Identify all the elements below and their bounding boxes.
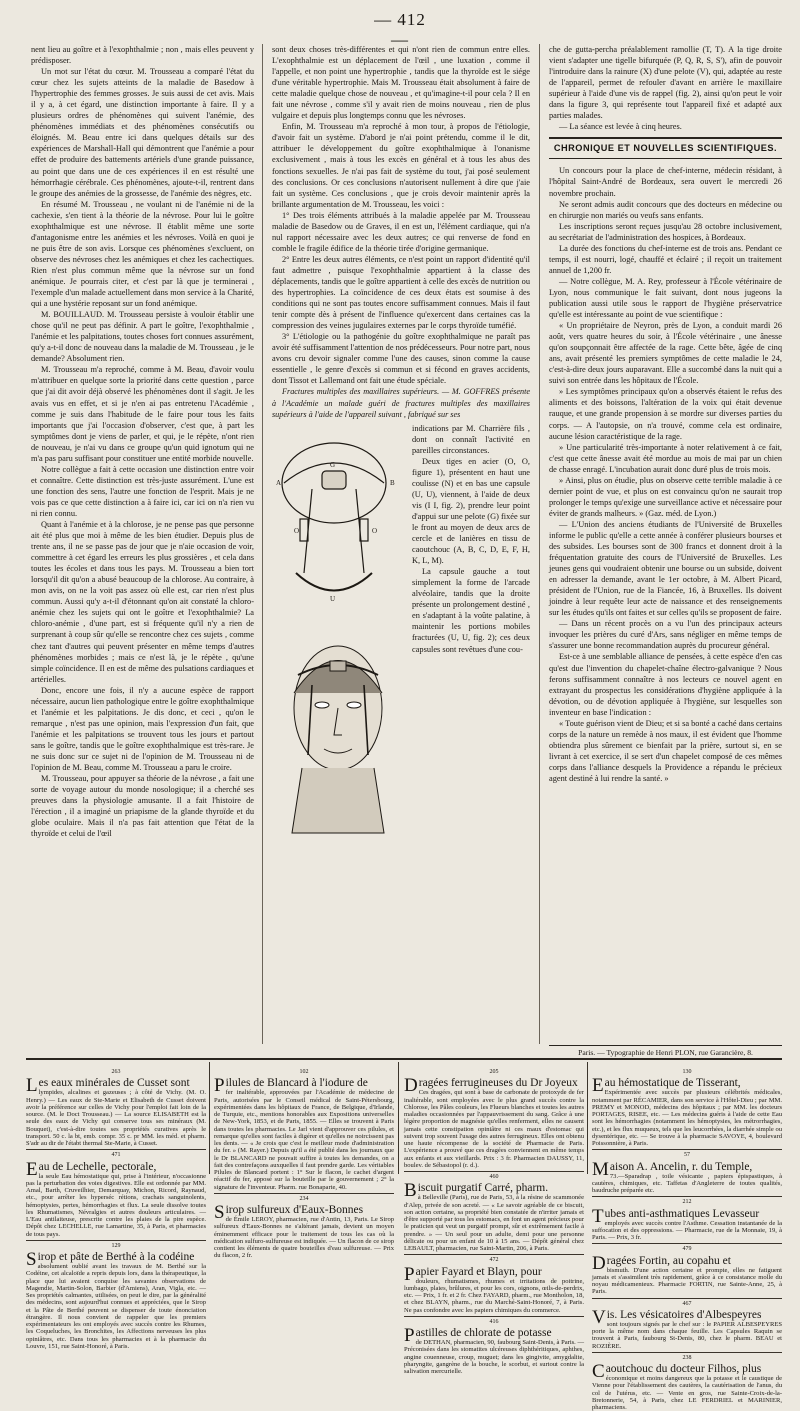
ad-number: 460 xyxy=(489,1174,499,1180)
paragraph: En résumé M. Trousseau , ne voulant ni de l'anémie ni de la cachexie, s'en tient à la théorie de la névrose. Pour lui le goître exophthalmique est une névrose. Il établit même une sorte d'antagonisme entre les anémies et les névroses. Voilà en quoi je ne puis être de son avis. Lorsque ces phénomènes s'excluent, on observe des névroses chez les anémiques et chez les cachectiques. Rien n'est plus commun même que la névrose sur un fond anémique. Je pourrais citer, et c'est par là que je terminerai , l'exemple d'un malade actuellement dans mon service à la Charité, qui a une hystérie reposant sur un fond anémique. xyxy=(31,199,254,309)
ad-title: Tubes anti-asthmatiques Levasseur xyxy=(592,1205,760,1227)
ad-title: Maison A. Ancelin, r. du Temple, xyxy=(592,1158,753,1180)
paragraph: — Dans un récent procès on a vu l'un des principaux acteurs invoquer les prières du curé d'Ars, sans négliger en même temps de s'assurer une bonne recommandation auprès du procureur général. xyxy=(549,619,782,651)
paragraph: » Une particularité très-importante à noter relativement à ce fait, c'est que cette ânesse avait été mordue au mois de mai par un chien de chasse enragé. L'incubation aurait donc duré plus de trois mois. xyxy=(549,442,782,474)
paragraph: nent lieu au goître et à l'exophthalmie ; non , mais elles peuvent y prédisposer. xyxy=(31,45,254,66)
svg-text:O: O xyxy=(294,526,300,535)
ad-body: Expérimentée avec succès par plusieurs célébrités médicales, notamment par RÉCAMIER, dans son service à l'Hôtel-Dieu ; par MM. PREMY et MONOD, médecins des hôpitaux ; par MM. les docteurs PORTAGES, RISEE, etc. — Les médecins guéris à l'aide de cette Eau sont les hémorrhagies (notamment les hémoptysies, les métrorrhagies, etc.), et les flux muqueux, tels que les leucorrhées, la diarrhée simple ou dysentérique, etc. — Se trouve à la pharmacie SAVOYE, 4, boulevard Poissonnière, à Paris. xyxy=(592,1089,782,1147)
section-heading: CHRONIQUE ET NOUVELLES SCIENTIFIQUES. xyxy=(549,137,782,159)
ad-separator xyxy=(592,1243,782,1244)
ad-separator xyxy=(592,1352,782,1353)
ad-column-divider xyxy=(209,1062,210,1174)
figure-block xyxy=(272,423,530,843)
ad-body: 73.—Sparadrap , toile vésicante , papiers épispastiques, à cautères, chimiques, etc. Taffetas d'Angleterre de toutes qualités, baudruche préparée etc. xyxy=(592,1172,782,1194)
paragraph: — La séance est levée à cinq heures. xyxy=(559,122,682,132)
jaw-apparatus-illustration xyxy=(272,423,406,843)
paragraph: — Notre collègue, M. A. Rey, professeur à l'École vétérinaire de Lyon, nous communique le fait suivant, dont nous jugeons la publication aussi utile sous le rapport de l'hygiène préservatrice qu'elle est intéressante au point de vue scientifique : xyxy=(549,276,782,320)
column-right xyxy=(549,44,782,1056)
paragraph: 1° Des trois éléments attribués à la maladie appelée par M. Trousseau maladie de Basedow ou de Graves, il en est un, l'élément cardiaque, qui n'a nul rapport nécessaire avec les deux autres; ce qui renverse de fond en comble le fragile édifice de la théorie tirée d'origine germanique. xyxy=(272,210,530,253)
ad-number: 238 xyxy=(682,1354,692,1361)
paragraph: che de gutta-percha préalablement ramollie (T, T). A la tige droite vient s'adapter une tigelle bifurquée (P, Q, R, S, S'), afin de pouvoir l'introduire dans la rainure (X) d'une pelote (V), qui, adaptée au reste de l'appareil, permet de refouler d'avant en arrière le maxillaire supérieur à l'aide d'une vis de rappel (fig. 2), ainsi qu'on peut le voir dans la figure 3, qui représente tout l'appareil fixé et adapté aux parties malades. xyxy=(549,45,782,121)
svg-text:A: A xyxy=(276,478,282,487)
ad-separator xyxy=(26,1149,206,1150)
ad-body: de DETHAN, pharmacien, 90, faubourg Saint-Denis, à Paris. — Préconisées dans les stomatites ulcéreuses diphthéritiques, aphthes, angine couenneuse, croup, muguet; dans les gingivite, amygdalite, pharyngite, gangrène de la bouche, le scorbut, et surtout contre la salivation mercurielle. xyxy=(404,1339,585,1375)
paragraph: 2° Entre les deux autres éléments, ce n'est point un rapport d'identité qu'il faut admettre , puisque l'exophthalmie appartient à la classe des déplacements, tandis que le goître appartient à celle des excès de nutrition ou des hypertrophies. La coïncidence de ces deux états est soumise à des conditions qui ne sont pas toutes encore suffisamment connues. Mais il faut tenir compte dès à présent de l'influence qu'exercent dans certaines cas la compression des veines jugulaires externes par le corps thyroïde tuméfié. xyxy=(272,254,530,331)
paragraph: Donc, encore une fois, il n'y a aucune espèce de rapport nécessaire, aucun lien pathologique entre le goître exophthalmique et l'anémie et les palpitations. Je dis donc, et ceci , qu'on le remarque , n'est pas une opinion, mais l'expression d'un fait, que l'anémie et les palpitations se trouvent tous les jours et partout sans le goître, tandis que le goître exophthalmique est très-rare. Je ne suis donc sur ce sujet ni de l'opinion de M. Trousseau ni de l'opinion de M. Beau, comme M. Trousseau a paru le croire. xyxy=(31,685,254,773)
ad-separator xyxy=(592,1149,782,1150)
paragraph: Un mot sur l'état du cœur. M. Trousseau a comparé l'état du cœur chez les sujets atteints de la maladie de Basedow à l'hypertrophie des femmes grosses. Je suis aussi de cet avis. Mais il y a, à cet égard, une distinction importante à faire. Il y a plusieurs ordres de phénomènes qui suivent l'anémie, des phénomènes immédiats et des phénomènes consécutifs ou éloignés. M. Beau entre ici dans quelques détails sur des expériences de Marshall-Hall qui démontrent que l'anémie a pour effet de produire des battements artériels d'une grande puissance, au point que dans une de ces expériences il en est résulté une hémorrhagie cérébrale. Ces phénomènes, ajoute-t-il, rentrent dans le groupe des anémies de la grossesse, de l'anémie des nègres, etc. xyxy=(31,67,254,198)
paragraph: Deux tiges en acier (O, O, figure 1), présentent en haut une coulisse (N) et en bas une capsule (U, U), viennent, à l'aide de deux vis (I I, fig. 2), prendre leur point d'appui sur une pelote (G) fixée sur le front au moyen de deux arcs de cercle et de lanières en tissu de caoutchouc (A, B, C, D, E, F, H, K, L, M). xyxy=(412,456,530,566)
paragraph: » Ainsi, plus on étudie, plus on observe cette terrible maladie à ce dernier point de vue, et plus on est convaincu qu'on ne saurait trop prolonger le temps qu'exige une surveillance active et nécessaire pour éviter de grands malheurs. » (Gaz. méd. de Lyon.) xyxy=(549,475,782,518)
column-left xyxy=(31,44,254,1056)
svg-text:G: G xyxy=(330,460,336,469)
paragraph: 3° L'étiologie ou la pathogénie du goître exophthalmique ne paraît pas avoir été suffisamment l'attention de nos prédécesseurs. Pour notre part, nous avons cru devoir signaler comme l'une des causes, sinon comme la cause essentielle , le genre d'excès si commun et si fécond en graves accidents, dont Tissot et Lallemand ont fait une étude spéciale. xyxy=(272,332,530,386)
column-middle xyxy=(272,44,530,1056)
ad-number: 205 xyxy=(489,1069,499,1075)
ad-title: Les eaux minérales de Cusset sont xyxy=(26,1075,190,1097)
svg-text:B: B xyxy=(390,478,395,487)
ad-body: bismuth. D'une action certaine et prompte, elles ne fatiguent jamais et s'assimilent très rapidement, grâce à ce consistance molle du noyau médicamenteux. Pharmacie FORTIN, rue Sainte-Anne, 25, à Paris. xyxy=(592,1266,782,1296)
ad-body: fer inaltérable, approuvées par l'Académie de médecine de Paris, autorisées par le Conseil médical de Saint-Pétersbourg, expérimentées dans les hôpitaux de France, de Belgique, d'Irlande, de Turquie, etc., mentions honorables aux Expositions universelles de New-York, 1853, et de Paris, 1855. — Elles se trouvent à Paris dans toutes les pharmacies. Le Jarl vient d'approuver ces pilules, et remarque qu'elles sont faciles à digérer et qu'elles ne noircissent pas les dents. — « Je crois que c'est le meilleur mode d'administration du fer. » (M. Rayer.) Depuis qu'il a été publié dans les journaux que le Dr BLANCARD ne pouvait suffire à toutes les demandes, on a fait des contrefaçons auxquelles il faut prendre garde. Les véritables Pilules de Blancard portent : 1° Sur le flacon, le cachet d'argent réactif du fer, apposé sur la bouteille par le gouvernement ; 2° la signature de l'inventeur. Pharm. rue Bonaparte, 40. xyxy=(214,1089,394,1191)
ad-body: absolument oublié avant les travaux de M. Berthé sur la Codéine, cet alcaloïde a repris depuis lors, dans la thérapeutique, la place que lui avaient conquise les savantes observations de Magendie, Martin-Solon, Barbier (d'Amiens), Aran, Vigla, etc. — Ses propriétés calmantes, utilisées, on peut le dire, par la généralité des médecins, sont aujourd'hui connues et appréciées, que le Sirop et la Pâte de Berthé peuvent se dispenser de toute énonciation étrangère. Il nous convient de rappeler que les premiers expérimentateurs les ont employés avec succès contre les Rhumes, les Coqueluches, les Bronchites, les Affections nerveuses les plus opiniâtres, etc. Dans tous les pharmacies et à la pharmacie du Louvre, 151, rue Saint-Honoré, à Paris. xyxy=(26,1263,206,1350)
ad-column-3 xyxy=(404,1068,585,1375)
ad-column-1 xyxy=(26,1068,206,1350)
ad-title: Pastilles de chlorate de potasse xyxy=(404,1325,552,1346)
paragraph: Ne seront admis audit concours que des docteurs en médecine ou en chirurgie non mariés ou veufs sans enfants. xyxy=(549,199,782,220)
ad-number: 129 xyxy=(111,1242,121,1249)
ad-separator xyxy=(592,1196,782,1197)
paragraph: » Les symptômes principaux qu'on a observés étaient le refus des aliments et des boissons, l'altération de la voix qui était devenue rauque, et une grande propension à se mordre sur diverses parties du corps. — A l'autopsie, on n'a trouvé, comme cela est ordinaire, aucune lésion caractéristique de la rage. xyxy=(549,387,782,441)
ad-title: Vis. Les vésicatoires d'Albespeyres xyxy=(592,1306,762,1328)
paragraph: « Toute guérison vient de Dieu; et si sa bonté a caché dans certains corps de la nature un remède à nos maux, il est évident que l'homme obtiendra plus sûrement ce bienfait par la prière, surtout si, en se livrant à cet exercice, il se sert d'un chapelet composé de ces mêmes corps dans l'alliance desquels la Providence a répandu le précieux agent destiné à lui rendre la santé. » xyxy=(549,718,782,783)
ad-column-divider xyxy=(398,1062,399,1174)
ad-title: Eau hémostatique de Tisserant, xyxy=(592,1075,741,1097)
ad-title: Biscuit purgatif Carré, pharm. xyxy=(404,1180,549,1202)
ad-body: de Émile LEROY, pharmacien, rue d'Antin, 13, Paris. Le Sirop sulfureux d'Eaux-Bonnes ne s'altérant jamais, devient un moyen éminemment efficace pour le traitement de tous les cas où la médication sulfuro-sulfureuse est indiquée. — Un flacon de ce sirop contient les éléments de quatre bouteilles d'eau sulfureuse. — Prix du flacon, 2 fr. xyxy=(214,1216,394,1260)
ad-column-2 xyxy=(214,1068,394,1260)
ad-title: Sirop sulfureux d'Eaux-Bonnes xyxy=(214,1202,364,1223)
ad-separator xyxy=(592,1298,782,1299)
ad-body: douleurs, rhumatismes, rhumes et irritations de poitrine, lumbago, plaies, brûlures, et pour les cors, oignons, œils-de-perdrix, etc. — Prix, 1 fr. et 2 fr. Chez FAYARD, pharm., rue Montholon, 18, et chez BLAYN, pharm., rue du Marché-Saint-Honoré, 7, à Paris. Ne pas confondre avec les papiers chimiques du commerce. xyxy=(404,1277,584,1314)
ad-separator xyxy=(404,1254,584,1255)
ad-number: 467 xyxy=(682,1300,692,1307)
paragraph: Enfin, M. Trousseau m'a reproché à mon tour, à propos de l'étiologie, d'avoir fait un système. D'abord je n'ai point prétendu, comme il le dit, attribuer le développement du goître exophthalmique à l'onanisme exclusivement , mais à tous les excès en général et à tous les abus des fonctions sexuelles. Je n'ai pas fait de système du tout, j'ai posé seulement des conclusions. Or ces conclusions n'autorisent nullement à dire que j'aie fait un système. Ces conclusions , que je crois devoir maintenir après la brillante argumentation de M. Trousseau, les voici : xyxy=(272,122,530,209)
paragraph: « Un propriétaire de Neyron, près de Lyon, a conduit mardi 26 août, vers quatre heures du soir, à l'École vétérinaire , une ânesse qu'on soupçonnait être affectée de la rage. Cette bête, âgée de cinq ans, avait présenté les premiers symptômes de cette maladie le 24, c'est-à-dire deux jours auparavant. Elle a succombé dans la nuit qui a suivi son entrée dans les hôpitaux de l'École. xyxy=(549,321,782,386)
ad-separator xyxy=(404,1171,584,1172)
ad-number: 471 xyxy=(111,1152,121,1159)
ad-body: à Belleville (Paris), rue de Paris, 53, à la résine de scammonée d'Alep, privée de son acreté. — « Le savoir agréable de ce biscuit, son action certaine, sa propriété bien constatée de n'irriter jamais et d'être supporté par tous les estomacs, en font un agent précieux pour le praticien qui veut un purgatif prompt, sûr et extrêmement facile à prendre. » — Un seul pour un adulte, demi pour une personne délicate ou pour un enfant de 10 à 15 ans. — Dépôt général chez LEBAULT, pharmacien, rue Saint-Martin, 206, à Paris. xyxy=(404,1194,584,1252)
ad-title: Caoutchouc du docteur Filhos, plus xyxy=(592,1361,762,1382)
paragraph: — L'Union des anciens étudiants de l'Université de Bruxelles informe le public qu'elle a cette année à conférer plusieurs bourses et des subsides. Les bourses sont de 300 francs et donnent droit à la fréquentation gratuite des cours de l'Université de Bruxelles. Les jeunes gens qui voudraient obtenir une bourse ou un subside, doivent en adresser la demande, avant le 1er octobre, à M. Albert Picard, président de l'Union, rue de la Fiancée, 16, à Bruxelles. Ils doivent joindre à leur requête leur acte de naissance et des renseignements sur les études qu'ils ont faites et sur celles qu'ils se proposent de faire. xyxy=(549,519,782,618)
svg-text:U: U xyxy=(330,594,336,603)
ad-body: sont toujours signés par le chef sur : le PAPIER ALBESPEYRES porte la même nom dans chaque feuille. Les Capsules Raquin se trouvent à Paris, faubourg St-Denis, 80, chez le pharm. BEAU et ROZIÈRE. xyxy=(592,1320,782,1350)
paragraph: Est-ce à une semblable alliance de pensées, à cette espèce d'en cas qu'est due l'invention du chapelet-chaîne électro-galvanique ? Nous ferons suffisamment connaître à nos lecteurs ce nouvel agent en extrayant du prospectus les considérations d'hygiène appliquée à la dévotion, ou de dévotion appliquée à l'hygiène, sur lesquelles son inventeur en base l'indication : xyxy=(549,652,782,717)
ad-separator xyxy=(26,1240,206,1241)
ad-number: 416 xyxy=(489,1318,499,1325)
ad-number: 212 xyxy=(682,1199,692,1206)
paragraph: indications par M. Charrière fils , dont on connaît l'activité en pareilles circonstances. xyxy=(412,423,530,455)
ad-title: Sirop et pâte de Berthé à la codéine xyxy=(26,1249,195,1270)
ad-number: 130 xyxy=(682,1069,692,1075)
ad-number: 472 xyxy=(489,1257,499,1264)
ad-body: employés avec succès contre l'Asthme. Cessation instantanée de la suffocation et des oppressions. — Pharmacie, rue de la Monnaie, 19, à Paris. — Prix, 3 fr. xyxy=(592,1219,782,1241)
paragraph: M. Trousseau, pour appuyer sa théorie de la névrose , a fait une sorte de voyage autour du monde nosologique; il a cherché ses preuves dans la physiologie amusante. Il a fait l'histoire de l'érection , il a imaginé un priapisme de la glande thyroïde et du globe oculaire. Mais il n'a pas fait attention que l'état de la thyroïde et celui de l'œil xyxy=(31,774,254,839)
paragraph: Les inscriptions seront reçues jusqu'au 28 octobre inclusivement, au secrétariat de l'administration des hospices, à Bordeaux. xyxy=(549,221,782,242)
ad-title: Dragées Fortin, au copahu et xyxy=(592,1252,731,1274)
figure-side-text xyxy=(412,423,530,843)
paragraph: La capsule gauche a tout simplement la forme de l'arcade alvéolaire, tandis que la droite présente un prolongement destiné , en s'adaptant à la voûte palatine, à maintenir les portions mobiles fracturées (U, U, fig. 2); ces deux capsules sont revêtues d'une cou- xyxy=(412,567,530,654)
ad-title: Pilules de Blancard à l'iodure de xyxy=(214,1075,368,1097)
paragraph: M. Trousseau m'a reproché, comme à M. Beau, d'avoir voulu m'attribuer en quelque sorte la priorité dans cette question , parce que j'ai dit avoir déjà observé les phénomènes dont il s'agit. Je les avais vus en effet, et si je n'en ai pas entretenu l'Académie , comme je suis dans l'habitude de le faire pour tous les faits importants que j'ai l'occasion d'observer, c'est que, à part les symptômes dont je viens de parler, et qui, je le répète, n'ont rien de nouveau, je n'ai vu dans ce groupe qu'un quid ignotum qui ne m'a pas paru suffisant pour constituer une entité morbide nouvelle. xyxy=(31,365,254,463)
ad-number: 102 xyxy=(299,1069,309,1075)
svg-text:O: O xyxy=(372,526,378,535)
ad-column-divider xyxy=(587,1062,588,1174)
paragraph: Notre collègue a fait à cette occasion une distinction entre voir et connaître. Cette distinction est très-juste assurément. L'une est une fonction des sens, l'autre une fonction de l'esprit. Mais je ne vois pas ce que cette distinction a à faire ici, car ici on n'a rien vu ni rien connu. xyxy=(31,464,254,518)
paragraph: sont deux choses très-différentes et qui n'ont rien de commun entre elles. L'exophthalmie est un déplacement de l'œil , une luxation , comme il l'appelle, et non point une hypertrophie , tandis que la thyroïde est le siége d'une véritable hypertrophie. Mais M. Trousseau était absolument à faire de cette maladie quelque chose de nouveau , et qu'imagine-t-il pour cela ? Il en fait une névrose , comme s'il y avait rien de moins nouveau , rien de plus vulgaire et depuis plus longtemps connu que les névroses. xyxy=(272,45,530,121)
ad-title: Eau de Lechelle, pectorale, xyxy=(26,1158,157,1180)
printer-imprint: Paris. — Typographie de Henri PLON, rue Garancière, 8. xyxy=(549,1045,782,1057)
ad-number: 263 xyxy=(111,1069,121,1075)
ad-title: Dragées ferrugineuses du Dr Joyeux xyxy=(404,1075,578,1097)
ad-column-4 xyxy=(592,1068,782,1411)
paragraph: Un concours pour la place de chef-interne, médecin résidant, à l'hôpital Saint-André de Bordeaux, sera ouvert le mercredi 26 novembre prochain. xyxy=(549,166,782,198)
column-divider xyxy=(262,44,263,1044)
ad-body: lympides, alcalines et gazeuses ; à côté de Vichy. (M. O. Henry.) — Les eaux de Ste-Marie et Elisabeth de Cusset doivent avoir la préférence sur celles de Vichy pour l'emploi fait loin de la source. (M. le Doct Trousseau.) — La source ELISABETH est la seule des eaux de Vichy qui conserve tous ses minéraux (M. Bouquet), c'est-à-dire toutes ses propriétés curatives après le transport. 50 c. la bt, emb. compr. 35 c. pr MM. les méd. et pharm. S'adr au dir de l'étabt thermal Ste-Marie, à Cusset. xyxy=(26,1089,206,1147)
figure-caption: Fractures multiples des maxillaires supérieurs. — M. GOFFRES présente à l'Académie un malade guéri de fractures multiples des maxillaires supérieurs à l'aide de l'appareil suivant , fabriqué sur ses xyxy=(272,387,530,419)
ad-body: la seule Eau hémostatique qui, prise à l'intérieur, n'occasionne pas la perturbation des voies digestives. Elle est ordonnée par MM. Amal, Barth, Cruveilhier, Demarquay, Michon, Ricord, Raynaud, etc., pour arrêter les hyperséc rétions, crachats sanguinolents, hémoptysies, pertes, hémorrhagies et flux. La seule dissolve toutes les Rhumatismes, Névralgies et autres douleurs articulaires. — L'Eau antilaiteuse, prescrite contre les plaies de la pire espèce. Dépôt chez LECHELLE, rue Lamartine, 35, à Paris, et pharmacies de tous pays. xyxy=(26,1172,206,1238)
ad-number: 234 xyxy=(299,1195,309,1202)
ads-divider xyxy=(26,1058,782,1060)
column-divider xyxy=(539,44,540,1044)
ad-body: Ces dragées, qui sont à base de carbonate de protoxyde de fer inaltérable, sont employées avec le plus grand succès contre la Chlorose, les Pâles couleurs, les Flueurs blanches et toutes les autres maladies occasionnées par l'appauvrissement du sang. Grâce à une légère proportion de magnésie qu'elles renferment, elles ne causent jamais cette constipation opiniâtre ni ces maux d'estomac qui suivent trop souvent l'usage des autres ferrugineux. Elles ont obtenu une haute récompense de la société de Pharmacie de Paris. L'expérience a prouvé que ces dragées conviennent en même temps aux enfants et aux vieillards. Prix : 3 fr. Pharmacien DAUSSY, 11, boulev. de Sébastopol (r. d.). xyxy=(404,1089,584,1169)
ad-title: Papier Fayard et Blayn, pour xyxy=(404,1263,542,1285)
paragraph: La durée des fonctions du chef-interne est de trois ans. Pendant ce temps, il est nourri, logé, chauffé et éclairé ; il reçoit un traitement annuel de 1,200 fr. xyxy=(549,243,782,275)
ad-body: économique et moins dangereux que la potasse et le caustique de Vienne pour l'établissement des cautères, la cautérisation de l'anus, du col de l'utérus, etc. — Vente en gros, rue Sainte-Croix-de-la-Bretonnerie, 54, à Paris, chez LE FERDRIEL et MARINIER, pharmaciens. xyxy=(592,1375,782,1411)
paragraph: M. BOUILLAUD. M. Trousseau persiste à vouloir établir une chose qu'il ne peut pas définir. A part le goître, l'exophthalmie , l'anémie et les palpitations, toutes choses fort connues assurément, qu'y a-t-il donc de nouveau dans la maladie de M. Trousseau , je le demande? Absolument rien. xyxy=(31,310,254,364)
ad-number: 479 xyxy=(682,1246,692,1253)
ad-separator xyxy=(404,1316,584,1317)
ad-separator xyxy=(214,1193,394,1194)
page-number: — 412 — xyxy=(374,10,426,49)
ad-number: 57 xyxy=(684,1152,690,1159)
paragraph: Quant à l'anémie et à la chlorose, je ne pense pas que personne ait été plus que moi à même de les bien étudier. Depuis plus de trente ans, il ne se passe pas de jour que je n'aie occasion de voir, commettre à cet égard les erreurs les plus grossières , et cela dans toutes les écoles et dans tous les pays. M. Trousseau a bien tort lorsqu'il dit qu'on a abusé beaucoup de la chlorose. Au contraire, à mon avis, on ne la voit pas assez où elle est, car rien n'est plus commun. Aussi qu'y a-t-il d'étonnant qu'on ait constaté la chloro-anémie chez les sujets qui ont le goître et l'exophthalmie? La chloro-anémie , d'une part, est si fréquente qu'il n'y a rien de surprenant à coup sûr qu'elle se rencontre chez ces sujets , comme chez tant d'autres qui peuvent présenter en même temps d'autres phénomènes morbides ; mais ce n'est là, je le répète , qu'une simple coïncidence. Il en est de même des pulsations cardiaques et artérielles. xyxy=(31,520,254,684)
page-header xyxy=(0,10,800,49)
